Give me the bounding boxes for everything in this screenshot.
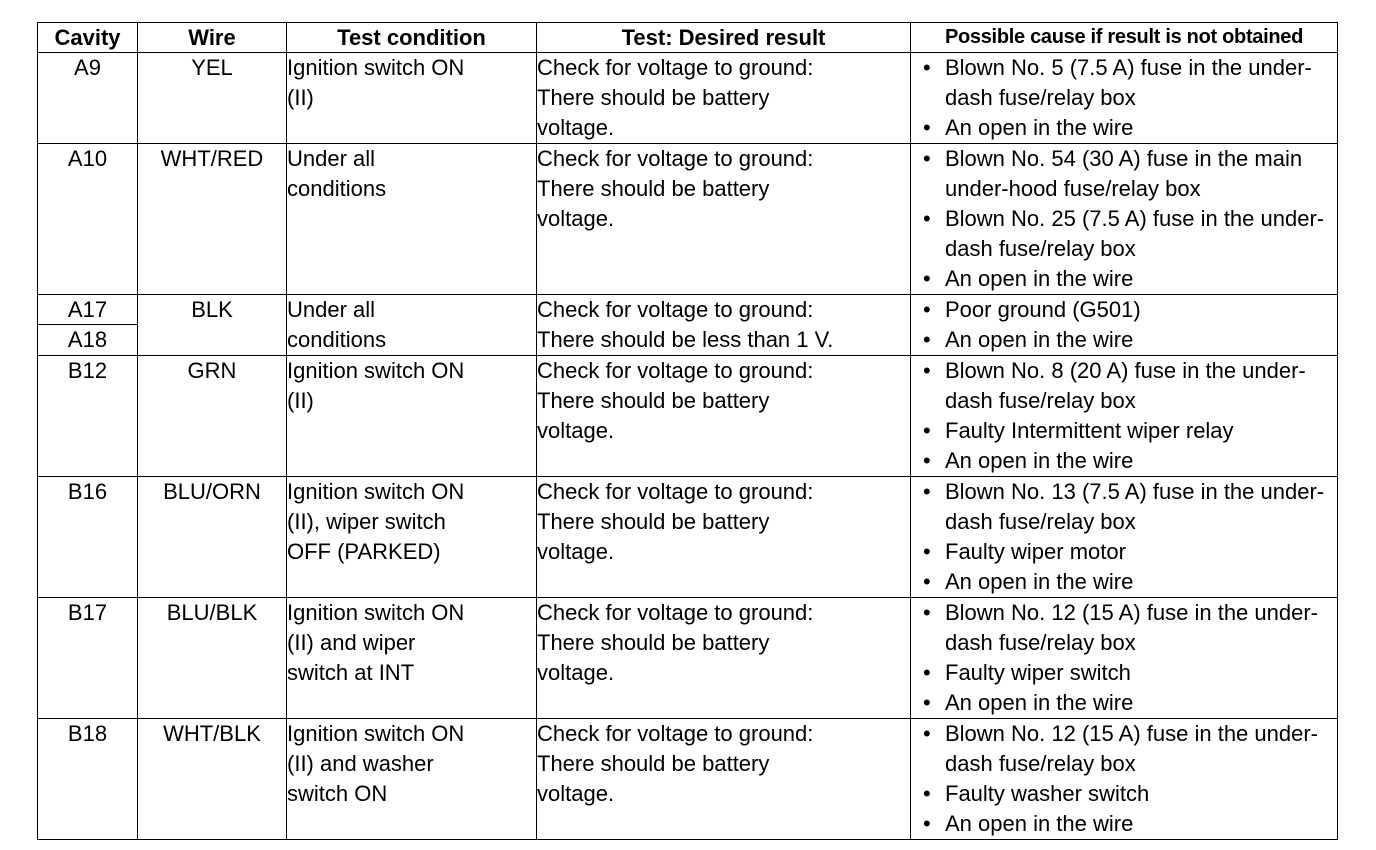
wire-cell: BLU/ORN xyxy=(138,477,287,598)
cause-item: • An open in the wire xyxy=(921,325,1337,355)
cause-item: • Blown No. 12 (15 A) fuse in the under-dash fuse/relay box xyxy=(921,598,1337,658)
cause-item: • An open in the wire xyxy=(921,688,1337,718)
cause-cell xyxy=(911,144,1338,295)
header-possible-cause: Possible cause if result is not obtained xyxy=(911,23,1338,53)
cavity-cell: B16 xyxy=(38,477,138,598)
cavity-cell: A10 xyxy=(38,144,138,295)
result-cell: Check for voltage to ground: There should be battery voltage. xyxy=(537,477,911,598)
header-test-condition: Test condition xyxy=(287,23,537,53)
result-cell: Check for voltage to ground: There should be battery voltage. xyxy=(537,719,911,840)
table-row xyxy=(38,477,1338,598)
cause-list xyxy=(911,598,1337,718)
cause-cell xyxy=(911,719,1338,840)
cause-item: • Faulty wiper switch xyxy=(921,658,1337,688)
cause-list xyxy=(911,477,1337,597)
wire-cell: WHT/RED xyxy=(138,144,287,295)
cause-item: • An open in the wire xyxy=(921,567,1337,597)
result-cell: Check for voltage to ground: There should be less than 1 V. xyxy=(537,295,911,356)
cavity-a18: A18 xyxy=(67,327,108,352)
condition-cell: Under all conditions xyxy=(287,295,537,356)
cause-cell xyxy=(911,477,1338,598)
table-row xyxy=(38,598,1338,719)
cause-item: • Blown No. 5 (7.5 A) fuse in the under-dash fuse/relay box xyxy=(921,53,1337,113)
result-cell: Check for voltage to ground: There should be battery voltage. xyxy=(537,53,911,144)
table-row xyxy=(38,144,1338,295)
cavity-a17: A17 xyxy=(38,295,137,325)
cavity-cell: A9 xyxy=(38,53,138,144)
cause-cell xyxy=(911,53,1338,144)
cause-list xyxy=(911,356,1337,476)
table-row xyxy=(38,53,1338,144)
condition-cell: Ignition switch ON (II) xyxy=(287,356,537,477)
cause-item: • An open in the wire xyxy=(921,264,1337,294)
cause-cell xyxy=(911,356,1338,477)
cause-item: • Poor ground (G501) xyxy=(921,295,1337,325)
cause-item: • Blown No. 54 (30 A) fuse in the main under-hood fuse/relay box xyxy=(921,144,1337,204)
cause-cell xyxy=(911,598,1338,719)
cause-item: • Faulty Intermittent wiper relay xyxy=(921,416,1337,446)
condition-cell: Ignition switch ON (II) and washer switch ON xyxy=(287,719,537,840)
wire-cell: YEL xyxy=(138,53,287,144)
cause-item: • An open in the wire xyxy=(921,809,1337,839)
wire-cell: GRN xyxy=(138,356,287,477)
result-cell: Check for voltage to ground: There should be battery voltage. xyxy=(537,598,911,719)
cause-item: • Blown No. 12 (15 A) fuse in the under-dash fuse/relay box xyxy=(921,719,1337,779)
condition-cell: Ignition switch ON (II) xyxy=(287,53,537,144)
cavity-cell: B12 xyxy=(38,356,138,477)
cause-item: • An open in the wire xyxy=(921,446,1337,476)
cavity-cell: B17 xyxy=(38,598,138,719)
connector-test-table xyxy=(37,22,1338,840)
cause-item: • Blown No. 25 (7.5 A) fuse in the under-dash fuse/relay box xyxy=(921,204,1337,264)
wire-cell: BLK xyxy=(138,295,287,356)
cause-cell xyxy=(911,295,1338,356)
cause-item: • Blown No. 13 (7.5 A) fuse in the under-dash fuse/relay box xyxy=(921,477,1337,537)
cause-item: • An open in the wire xyxy=(921,113,1337,143)
cause-list xyxy=(911,144,1337,294)
condition-cell: Under all conditions xyxy=(287,144,537,295)
wire-cell: BLU/BLK xyxy=(138,598,287,719)
table-row xyxy=(38,719,1338,840)
header-row xyxy=(38,23,1338,53)
cause-item: • Faulty wiper motor xyxy=(921,537,1337,567)
cavity-cell-split xyxy=(38,295,138,356)
cause-item: • Blown No. 8 (20 A) fuse in the under-dash fuse/relay box xyxy=(921,356,1337,416)
cause-item: • Faulty washer switch xyxy=(921,779,1337,809)
condition-cell: Ignition switch ON (II) and wiper switch at INT xyxy=(287,598,537,719)
cause-list xyxy=(911,295,1337,355)
cause-list xyxy=(911,53,1337,143)
cavity-cell: B18 xyxy=(38,719,138,840)
condition-cell: Ignition switch ON (II), wiper switch OFF (PARKED) xyxy=(287,477,537,598)
header-wire: Wire xyxy=(138,23,287,53)
header-desired-result: Test: Desired result xyxy=(537,23,911,53)
table-row xyxy=(38,356,1338,477)
header-cavity: Cavity xyxy=(38,23,138,53)
table-row xyxy=(38,295,1338,356)
result-cell: Check for voltage to ground: There should be battery voltage. xyxy=(537,356,911,477)
result-cell: Check for voltage to ground: There should be battery voltage. xyxy=(537,144,911,295)
cause-list xyxy=(911,719,1337,839)
wire-cell: WHT/BLK xyxy=(138,719,287,840)
